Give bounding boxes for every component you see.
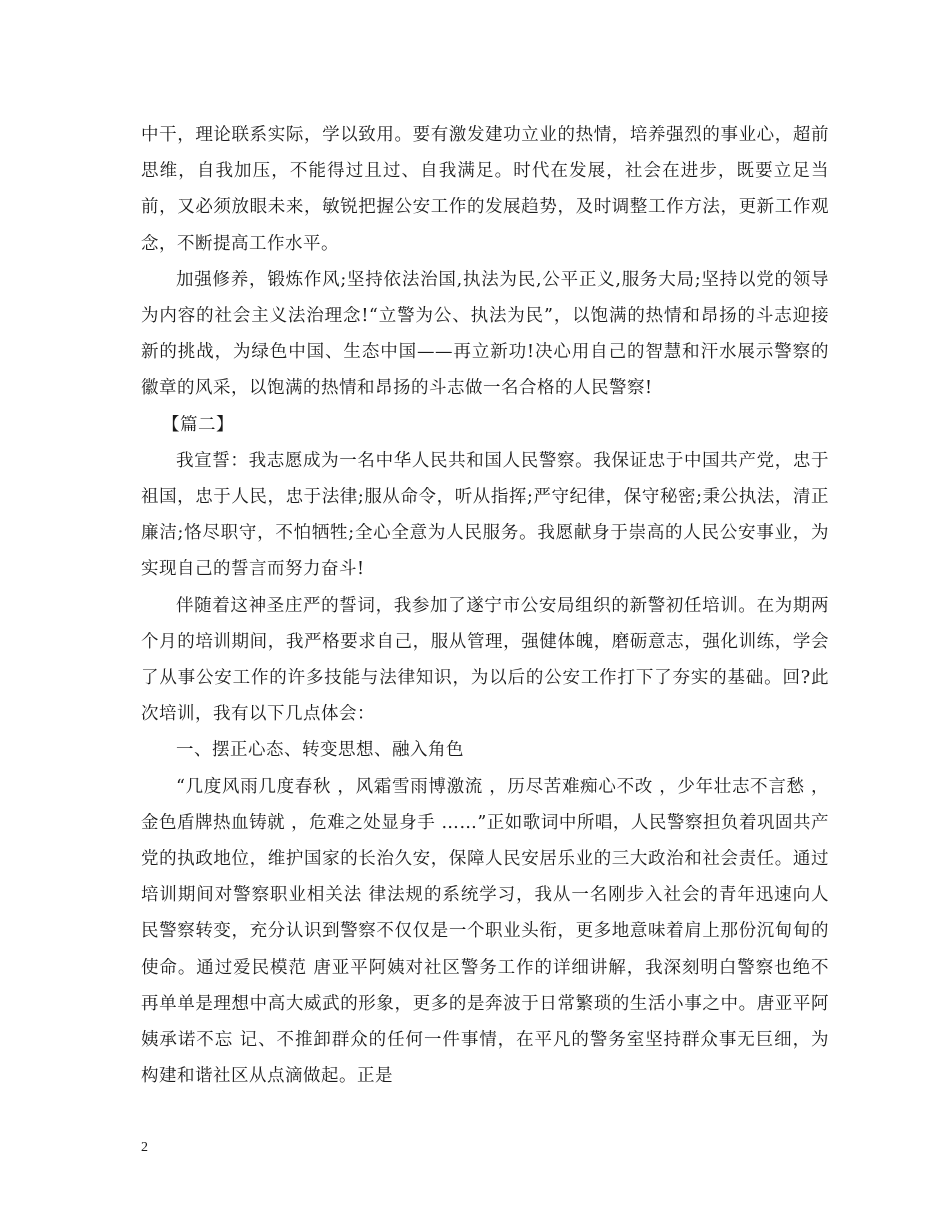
- paragraph-song: “几度风雨几度春秋 ，风霜雪雨博激流 ，历尽苦难痴心不改 ，少年壮志不言愁 ，金色盾牌热血铸就 ，危难之处显身手 ……”正如歌词中所唱，人民警察担负着巩固共产党的执政地位，维护国家的长治久安，保障人民安居乐业的三大政治和社会责任。通过培训期间对警察职业相关法 律法规的系统学习，我从一名刚步入社会的青年迅速向人民警察转变，充分认识到警察不仅仅是一个职业头衔，更多地意味着肩上那份沉甸甸的使命。通过爱民模范 唐亚平阿姨对社区警务工作的详细讲解，我深刻明白警察也绝不再单单是理想中高大威武的形象，更多的是奔波于日常繁琐的生活小事之中。唐亚平阿姨承诺不忘 记、不推卸群众的任何一件事情，在平凡的警务室坚持群众事无巨细，为构建和谐社区从点滴做起。正是: [141, 776, 829, 1087]
- paragraph-oath: 我宣誓：我志愿成为一名中华人民共和国人民警察。我保证忠于中国共产党，忠于祖国，忠于人民，忠于法律;服从命令，听从指挥;严守纪律，保守秘密;秉公执法，清正廉洁;恪尽职守，不怕牺牲;全心全意为人民服务。我愿献身于崇高的人民公安事业，为实现自己的誓言而努力奋斗!: [141, 450, 829, 580]
- paragraph-continuation: 中干，理论联系实际，学以致用。要有激发建功立业的热情，培养强烈的事业心，超前思维，自我加压，不能得过且过、自我满足。时代在发展，社会在进步，既要立足当前，又必须放眼未来，敏锐把握公安工作的发展趋势，及时调整工作方法，更新工作观念，不断提高工作水平。: [141, 125, 829, 254]
- paragraph-cultivation: 加强修养，锻炼作风;坚持依法治国,执法为民,公平正义,服务大局;坚持以党的领导为内容的社会主义法治理念!“立警为公、执法为民”，以饱满的热情和昂扬的斗志迎接新的挑战，为绿色中国、生态中国——再立新功!决心用自己的智慧和汗水展示警察的徽章的风采，以饱满的热情和昂扬的斗志做一名合格的人民警察!: [141, 269, 829, 399]
- document-body: [141, 117, 829, 1094]
- section-title: 【篇二】: [162, 414, 234, 435]
- paragraph-training: 伴随着这神圣庄严的誓词，我参加了遂宁市公安局组织的新警初任培训。在为期两个月的培训期间，我严格要求自己，服从管理，强健体魄，磨砺意志，强化训练，学会了从事公安工作的许多技能与法律知识，为以后的公安工作打下了夯实的基础。回?此次培训，我有以下几点体会：: [141, 595, 829, 725]
- subheading-mindset: 一、摆正心态、转变思想、融入角色: [176, 740, 464, 761]
- page-number: 2: [141, 1140, 148, 1155]
